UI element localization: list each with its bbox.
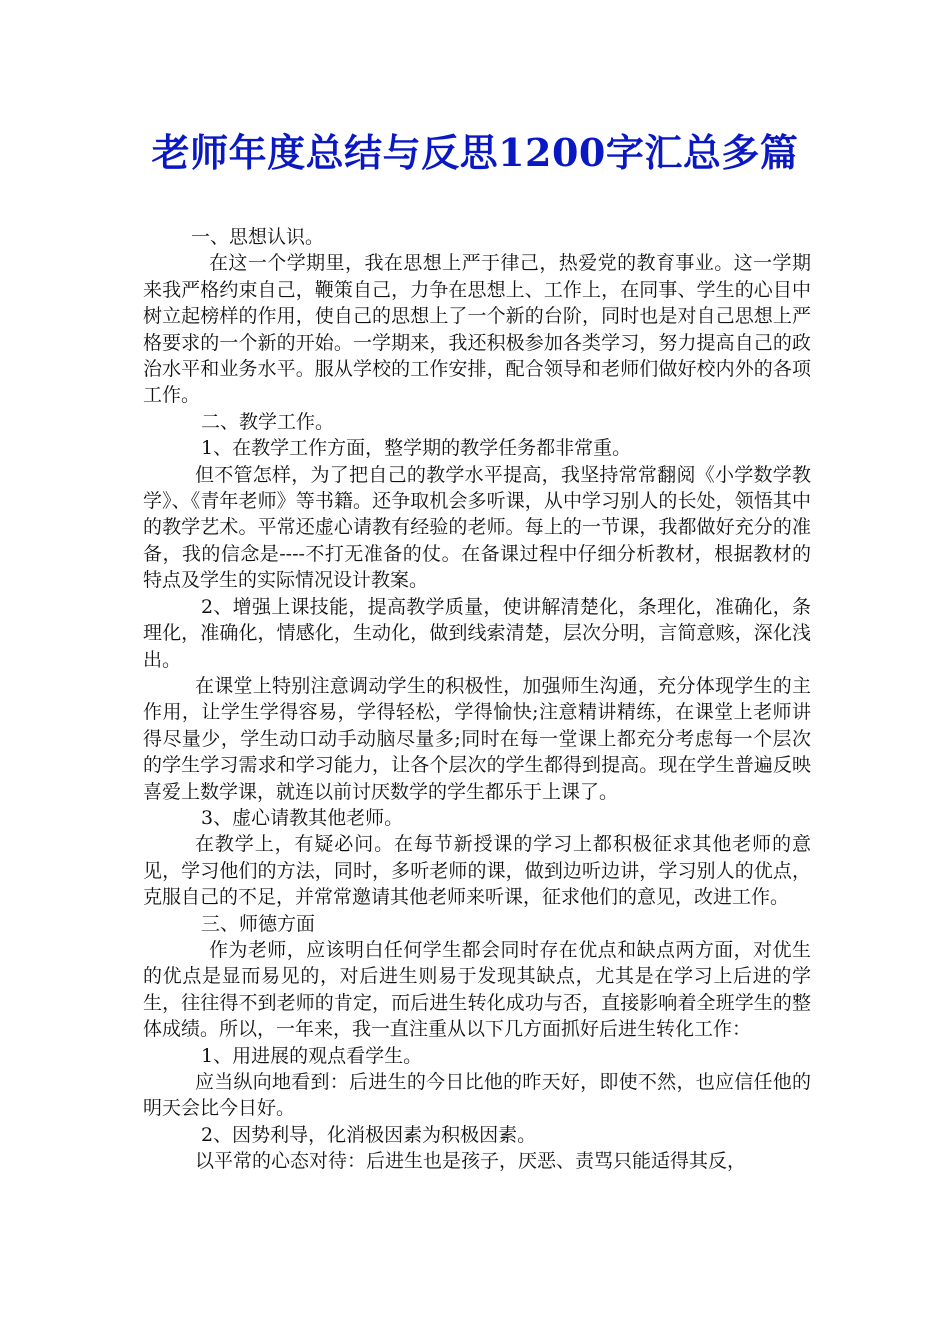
paragraph: 以平常的心态对待：后进生也是孩子，厌恶、责骂只能适得其反，: [195, 1150, 747, 1173]
section-heading-ethics: 三、师德方面: [201, 912, 316, 935]
paragraph: 但不管怎样，为了把自己的教学水平提高，我坚持常常翻阅《小学数学教学》、《青年老师》等书籍。还争取机会多听课，从中学习别人的长处，领悟其中的教学艺术。平常还虚心请教有经验的老师。每上的一节课，我都做好充分的准备，我的信念是----不打无准备的仗。在备课过程中仔细分析教材，根据教材的特点及学生的实际情况设计教案。: [143, 463, 811, 592]
paragraph: 在教学上，有疑必问。在每节新授课的学习上都积极征求其他老师的意见，学习他们的方法，同时，多听老师的课，做到边听边讲，学习别人的优点，克服自己的不足，并常常邀请其他老师来听课，征求他们的意见，改进工作。: [143, 833, 811, 909]
paragraph: 在课堂上特别注意调动学生的积极性，加强师生沟通，充分体现学生的主作用，让学生学得容易，学得轻松，学得愉快;注意精讲精练，在课堂上老师讲得尽量少，学生动口动手动脑尽量多;同时在每一堂课上都充分考虑每一个层次的学生学习需求和学习能力，让各个层次的学生都得到提高。现在学生普遍反映喜爱上数学课，就连以前讨厌数学的学生都乐于上课了。: [143, 674, 811, 803]
paragraph: 应当纵向地看到：后进生的今日比他的昨天好，即使不然，也应信任他的明天会比今日好。: [143, 1071, 811, 1120]
paragraph: 在这一个学期里，我在思想上严于律己，热爱党的教育事业。这一学期来我严格约束自己，鞭策自己，力争在思想上、工作上，在同事、学生的心目中树立起榜样的作用，使自己的思想上了一个新的台阶，同时也是对自己思想上严格要求的一个新的开始。一学期来，我还积极参加各类学习，努力提高自己的政治水平和业务水平。服从学校的工作安排，配合领导和老师们做好校内外的各项工作。: [143, 252, 811, 407]
paragraph: 作为老师，应该明白任何学生都会同时存在优点和缺点两方面，对优生的优点是显而易见的，对后进生则易于发现其缺点，尤其是在学习上后进的学生，往往得不到老师的肯定，而后进生转化成功与否，直接影响着全班学生的整体成绩。所以，一年来，我一直注重从以下几方面抓好后进生转化工作：: [143, 938, 811, 1041]
document-title: 老师年度总结与反思1200字汇总多篇: [151, 130, 799, 175]
subheading-item: 3、虚心请教其他老师。: [201, 806, 404, 829]
subheading-item: 1、在教学工作方面，整学期的教学任务都非常重。: [201, 437, 632, 460]
paragraph: 2、增强上课技能，提高教学质量，使讲解清楚化，条理化，准确化，条理化，准确化，情感化，生动化，做到线索清楚，层次分明，言简意赅，深化浅出。: [143, 595, 811, 671]
subheading-item: 1、用进展的观点看学生。: [201, 1044, 423, 1067]
section-heading-teaching: 二、教学工作。: [201, 410, 335, 433]
section-heading-thought: 一、思想认识。: [191, 226, 325, 248]
subheading-item: 2、因势利导，化消极因素为积极因素。: [201, 1123, 537, 1146]
document-body: [143, 224, 811, 1175]
